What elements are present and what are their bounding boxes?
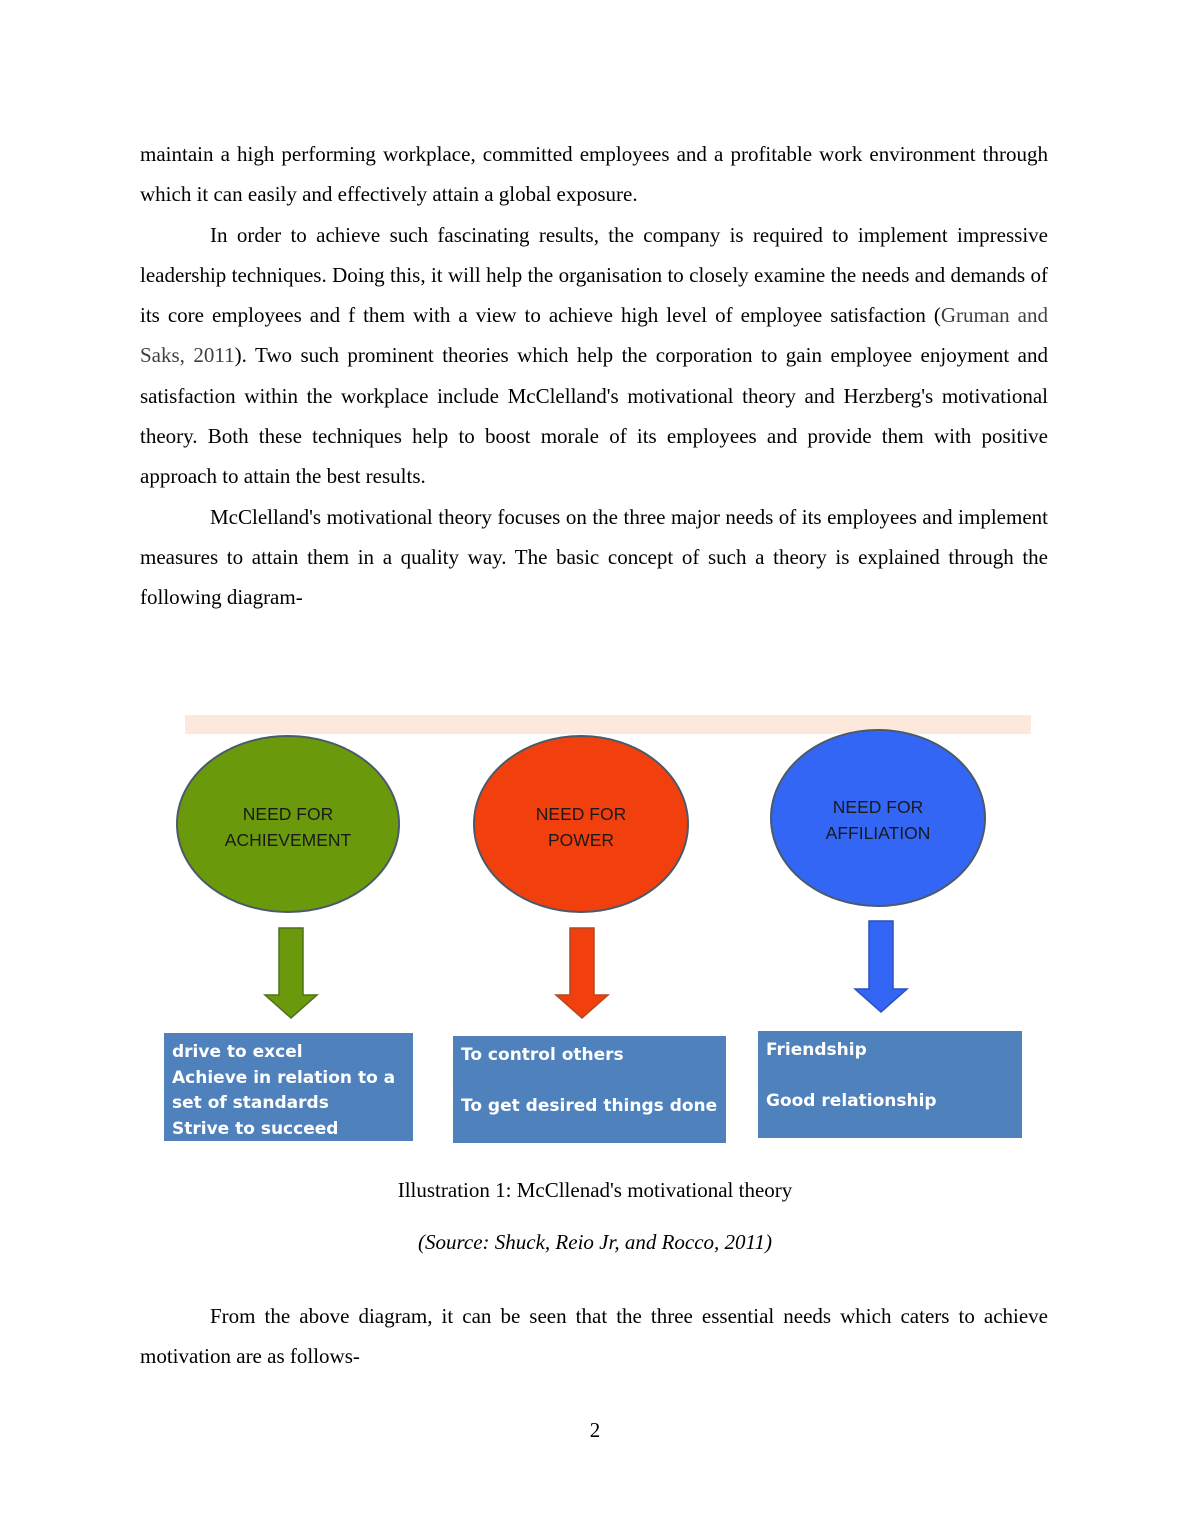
achievement-label-line1: NEED FOR: [242, 804, 334, 824]
figure-source: (Source: Shuck, Reio Jr, and Rocco, 2011): [418, 1230, 772, 1254]
paragraph-2: [140, 215, 1048, 497]
citation-gruman-saks: Gruman and Saks, 2011: [140, 303, 1048, 368]
achievement-ellipse: [177, 736, 399, 912]
affiliation-label-line2: AFFILIATION: [825, 823, 931, 843]
figure-caption: Illustration 1: McCllenad's motivational theory: [397, 1178, 793, 1202]
power-item-2: To get desired things done: [461, 1096, 718, 1116]
power-arrow-icon: [556, 928, 608, 1018]
affiliation-ellipse: [771, 730, 985, 906]
power-label-line2: POWER: [547, 830, 615, 850]
mcclelland-diagram: [0, 700, 1190, 1160]
achievement-arrow-icon: [265, 928, 317, 1018]
power-item-1: To control others: [461, 1045, 624, 1065]
paragraph-2-text-a: In order to achieve such fascinating results, the company is required to implement impressive leadership techniques. Doing this, it will help the organisation to closely examine the needs and demands of its core employees and f them with a view to achieve high level of employee satisfaction (: [140, 222, 1048, 328]
paragraph-4: From the above diagram, it can be seen that the three essential needs which caters to achieve motivation are as follows-: [140, 1304, 1048, 1369]
body-text-top: [140, 134, 1048, 618]
paragraph-1: maintain a high performing workplace, committed employees and a profitable work environment through which it can easily and effectively attain a global exposure.: [140, 142, 1048, 207]
affiliation-arrow-icon: [855, 921, 907, 1012]
page-number: 2: [589, 1418, 601, 1442]
power-label-line1: NEED FOR: [535, 804, 627, 824]
affiliation-label-line1: NEED FOR: [832, 797, 924, 817]
paragraph-2-text-b: ). Two such prominent theories which help the corporation to gain employee enjoyment and satisfaction within the workplace include McClelland's motivational theory and Herzberg's motivational theory. Both these techniques help to boost morale of its employees and provide them with positive approach to attain the best results.: [140, 343, 1048, 489]
achievement-item-2: Achieve in relation to a: [172, 1068, 396, 1088]
diagram-top-band: [185, 715, 1031, 734]
body-text-bottom: [140, 1296, 1048, 1377]
achievement-label-line2: ACHIEVEMENT: [224, 830, 352, 850]
achievement-item-3: set of standards: [172, 1093, 329, 1113]
achievement-item-4: Strive to succeed: [172, 1119, 339, 1139]
paragraph-3: McClelland's motivational theory focuses on the three major needs of its employees and implement measures to attain them in a quality way. The basic concept of such a theory is explained through the following diagram-: [140, 504, 1048, 610]
affiliation-item-2: Good relationship: [766, 1091, 937, 1111]
power-ellipse: [474, 736, 688, 912]
affiliation-item-1: Friendship: [766, 1040, 867, 1060]
achievement-item-1: drive to excel: [172, 1042, 303, 1062]
